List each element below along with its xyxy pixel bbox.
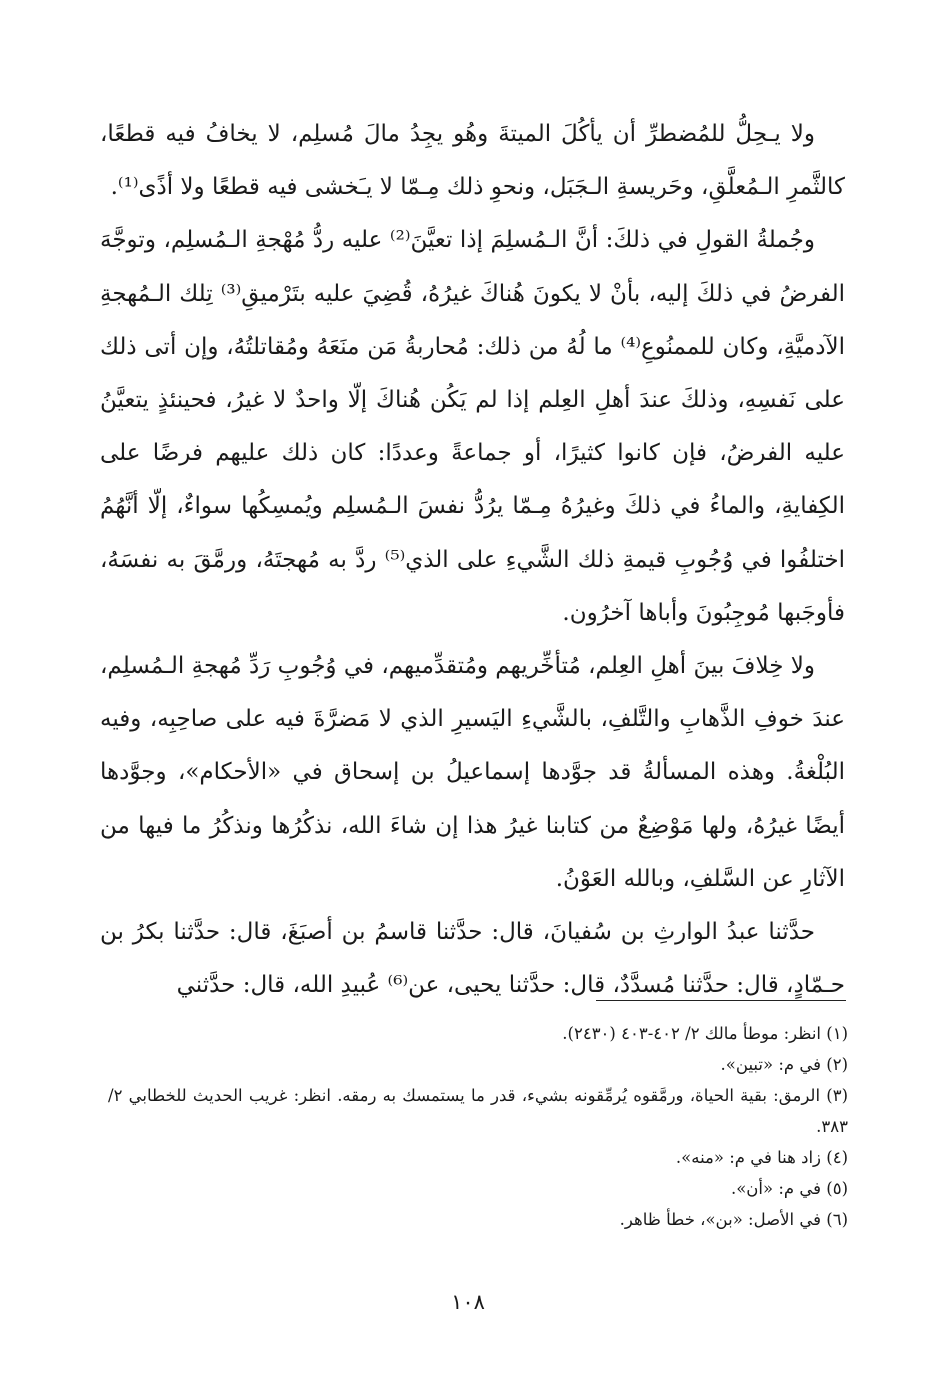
paragraph-1: ولا يـحِلُّ للمُضطرِّ أن يأكُلَ الميتةَ وهُو يجِدُ مالَ مُسلِم، لا يخافُ فيه قطعًا، كالثَّمرِ الـمُعلَّقِ، وحَريسةِ الـجَبَل، ونحوِ ذلك مِـمّا لا يـَخشى فيه قطعًا ولا أذًى⁽¹⁾.: [100, 121, 845, 201]
footnote-1: (١) انظر: موطأ مالك ٢/ ٤٠٢-٤٠٣ (٢٤٣٠).: [562, 1024, 848, 1043]
footnote-2: (٢) في م: «تبين».: [720, 1055, 848, 1074]
footnotes: [108, 1018, 848, 1235]
page-number: ١٠٨: [451, 1290, 485, 1314]
footnote-4: (٤) زاد هنا في م: «منه».: [675, 1148, 848, 1167]
paragraph-2: وجُملةُ القولِ في ذلكَ: أنَّ الـمُسلِمَ إذا تعيَّنَ⁽²⁾ عليه ردُّ مُهْجةِ الـمُسلِم، وتوجَّهَ الفرضُ في ذلكَ إليه، بأنْ لا يكونَ هُناكَ غيرُهُ، قُضِيَ عليه بتَرْميقِ⁽³⁾ تِلك الـمُهجةِ الآدميَّةِ، وكان للممنُوعِ⁽⁴⁾ ما لُهُ من ذلك: مُحاربةُ مَن منَعَهُ ومُقاتلتُهُ، وإن أتى ذلك على نَفسِهِ، وذلكَ عندَ أهلِ العِلم إذا لم يَكُن هُناكَ إلّا واحدٌ لا غيرُ، فحينئذٍ يتعيَّنُ عليه الفرضُ، فإن كانوا كثيرًا، أو جماعةً وعددًا: كان ذلك عليهم فرضًا على الكِفايةِ، والماءُ في ذلكَ وغيرُهُ مِـمّا يرُدُّ نفسَ الـمُسلِم ويُمسِكُها سواءٌ، إلّا أنَّهُمُ اختلفُوا في وُجُوبِ قيمةِ ذلك الشَّيءِ على الذي⁽⁵⁾ ردَّ به مُهجتَهُ، ورمَّقَ به نفسَهُ، فأوجَبها مُوجِبُونَ وأباها آخرُون.: [100, 227, 845, 626]
footnote-separator: [596, 1000, 846, 1001]
footnote-5: (٥) في م: «أن».: [730, 1179, 848, 1198]
footnote-3: (٣) الرمق: بقية الحياة، ورمَّقوه يُرمِّقونه بشيء، قدر ما يستمسك به رمقه. انظر: غريب الحديث للخطابي ٢/ ٣٨٣.: [108, 1086, 848, 1136]
footnote-6: (٦) في الأصل: «بن»، خطأ ظاهر.: [619, 1210, 848, 1229]
main-text: [100, 108, 845, 1012]
paragraph-4: حدَّثنا عبدُ الوارثِ بن سُفيانَ، قال: حدَّثنا قاسمُ بن أصبَغَ، قال: حدَّثنا بكرُ بن حـمّادٍ، قال: حدَّثنا مُسدَّدٌ، قال: حدَّثنا يحيى، عن⁽⁶⁾ عُبيدِ الله، قال: حدَّثني: [100, 919, 845, 999]
paragraph-3: ولا خِلافَ بينَ أهلِ العِلم، مُتأخِّريهم ومُتقدِّميهم، في وُجُوبِ رَدِّ مُهجةِ الـمُسلِم، عندَ خوفِ الذَّهابِ والتَّلفِ، بالشَّيءِ اليَسيرِ الذي لا مَضرَّةَ فيه على صاحِبِه، وفيه البُلْغةُ. وهذه المسألةُ قد جوَّدها إسماعيلُ بن إسحاق في «الأحكام»، وجوَّدها أيضًا غيرُهُ، ولها مَوْضِعٌ من كتابنا غيرُ هذا إن شاءَ الله، نذكُرُها ونذكُرُ ما فيها من الآثارِ عن السَّلفِ، وبالله العَوْنُ.: [100, 653, 845, 892]
